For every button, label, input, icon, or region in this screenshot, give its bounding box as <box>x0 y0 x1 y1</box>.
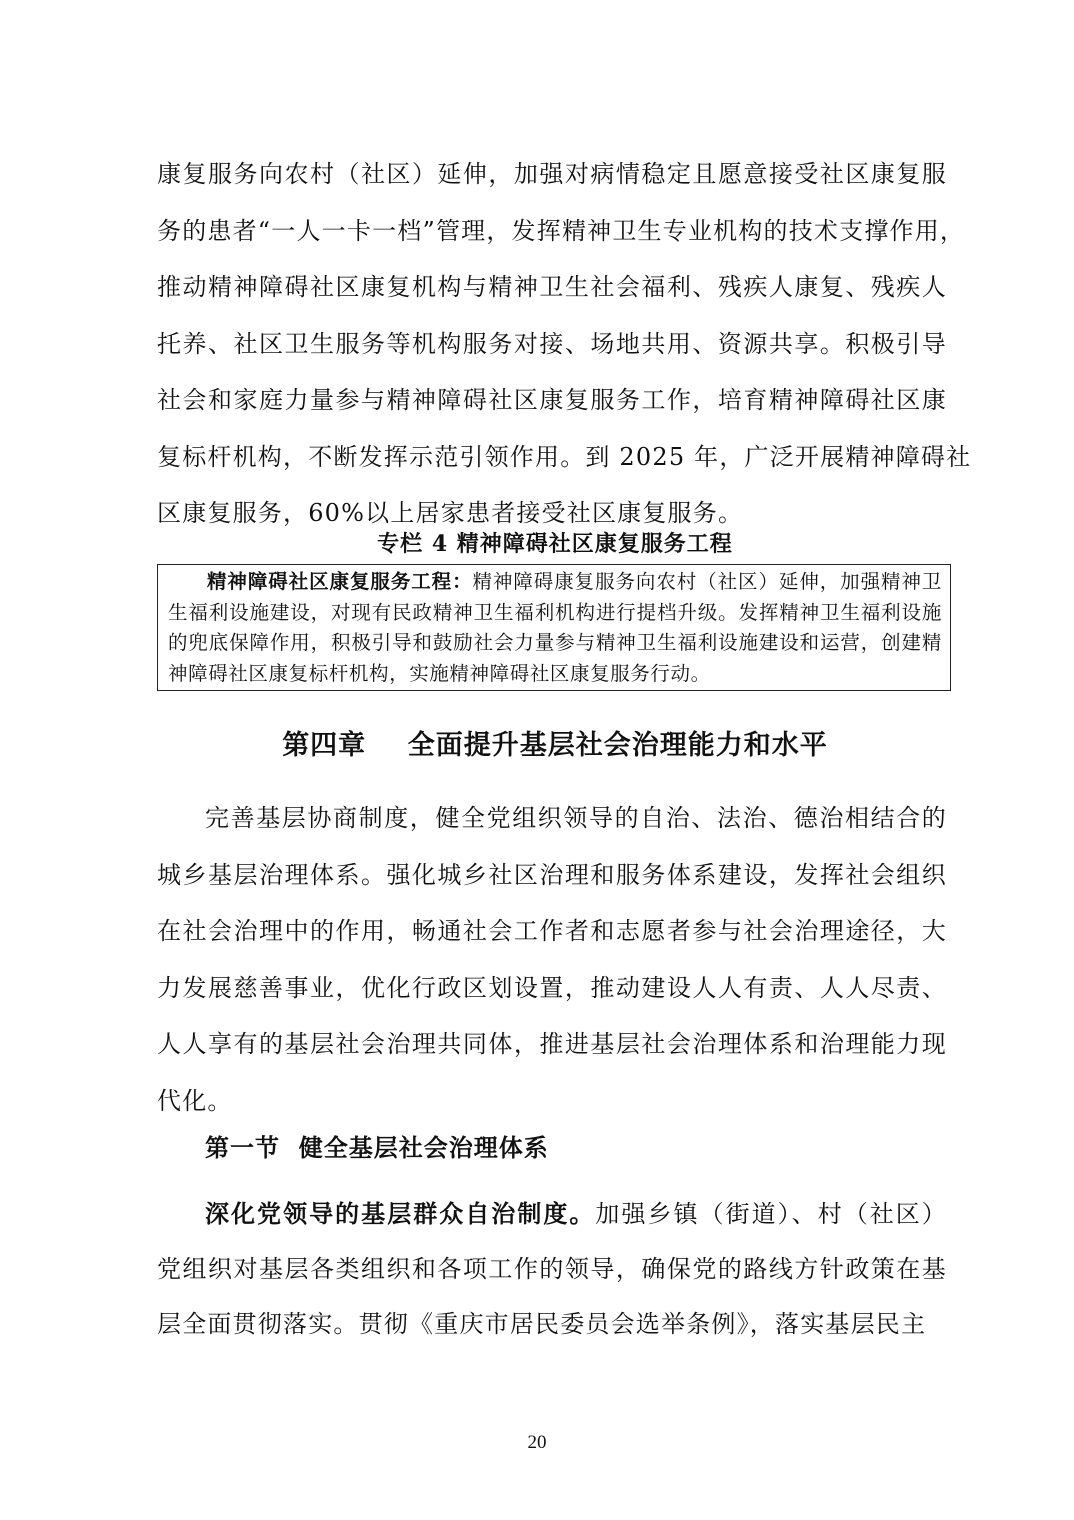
paragraph-line: 复标杆机构，不断发挥示范引领作用。到 2025 年，广泛开展精神障碍社 <box>157 442 972 471</box>
column-box-title: 专栏 4 精神障碍社区康复服务工程 <box>377 531 733 557</box>
section-text: 加强乡镇（街道）、村（社区）党组织对基层各类组织和各项工作的领导，确保党的路线方针政策在基层全面贯彻落实。贯彻《重庆市居民委员会选举条例》，落实基层民主 <box>157 1200 947 1338</box>
paragraph-line: 务的患者“一人一卡一档”管理，发挥精神卫生专业机构的技术支撑作用， <box>157 216 966 245</box>
paragraph-line: 推动精神障碍社区康复机构与精神卫生社会福利、残疾人康复、残疾人 <box>157 273 947 301</box>
section-paragraph <box>157 1186 947 1352</box>
paragraph-line: 区康复服务，60%以上居家患者接受社区康复服务。 <box>157 499 744 527</box>
paragraph-line: 康复服务向农村（社区）延伸，加强对病情稳定且愿意接受社区康复服 <box>157 160 947 188</box>
column-box-text: 精神障碍康复服务向农村（社区）延伸，加强精神卫生福利设施建设，对现有民政精神卫生福利机构进行提档升级。发挥精神卫生福利设施的兜底保障作用，积极引导和鼓励社会力量参与精神卫生福利设施建设和运营，创建精神障碍社区康复标杆机构，实施精神障碍社区康复服务行动。 <box>168 570 942 685</box>
continued-paragraph <box>157 146 972 542</box>
page-number: 20 <box>527 1432 547 1453</box>
chapter-title: 第四章 全面提升基层社会治理能力和水平 <box>282 730 828 761</box>
column-box-lead: 精神障碍社区康复服务工程： <box>207 570 473 593</box>
column-box <box>157 564 951 691</box>
section-lead: 深化党领导的基层群众自治制度。 <box>205 1199 596 1228</box>
chapter-intro-paragraph: 完善基层协商制度，健全党组织领导的自治、法治、德治相结合的城乡基层治理体系。强化城乡社区治理和服务体系建设，发挥社会组织在社会治理中的作用，畅通社会工作者和志愿者参与社会治理途径，大力发展慈善事业，优化行政区划设置，推动建设人人有责、人人尽责、人人享有的基层社会治理共同体，推进基层社会治理体系和治理能力现代化。 <box>157 804 947 1115</box>
column-box-body <box>168 567 942 689</box>
paragraph-line: 托养、社区卫生服务等机构服务对接、场地共用、资源共享。积极引导 <box>157 329 947 358</box>
section-title: 第一节 健全基层社会治理体系 <box>205 1134 549 1162</box>
paragraph-line: 社会和家庭力量参与精神障碍社区康复服务工作，培育精神障碍社区康 <box>157 386 947 414</box>
